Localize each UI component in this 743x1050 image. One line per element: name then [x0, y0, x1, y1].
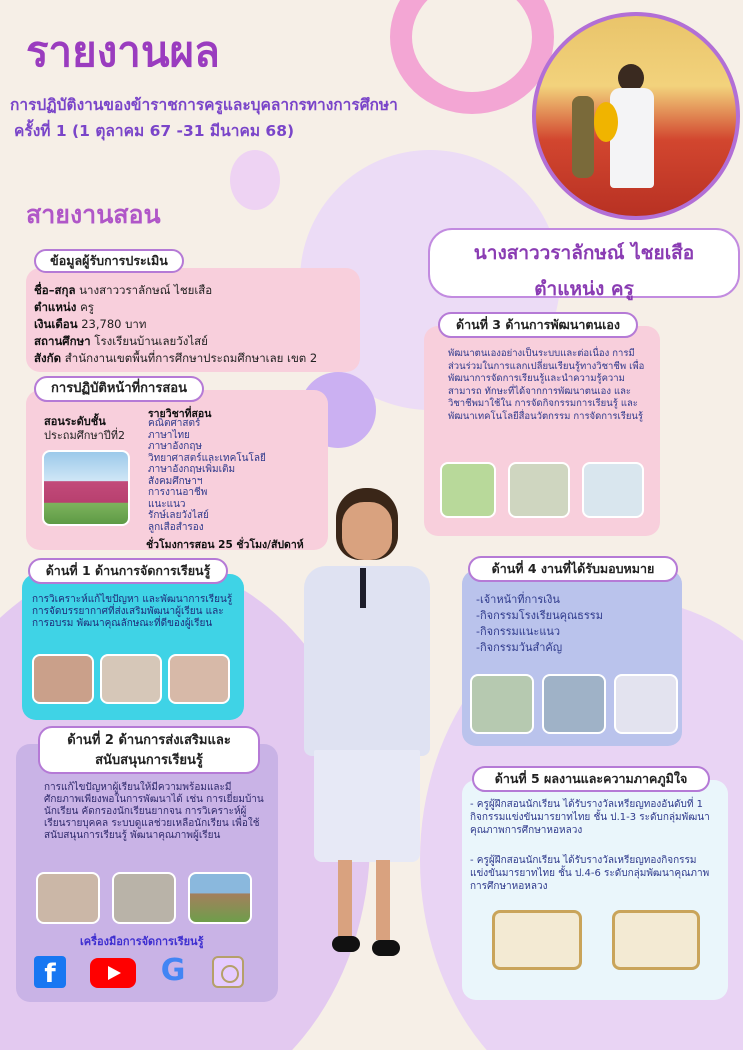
- teacher-name-card: [428, 228, 740, 298]
- aspect4-list: [476, 592, 603, 656]
- aspect1-photo-2: [100, 654, 162, 704]
- subject-item: สังคมศึกษาฯ: [148, 475, 203, 487]
- teacher-name: นางสาววราลักษณ์ ไชยเสือ: [473, 242, 695, 264]
- subject-item: วิทยาศาสตร์และเทคโนโลยี: [148, 452, 266, 464]
- teaching-panel: [26, 390, 328, 550]
- subject-item: ภาษาอังกฤษ: [148, 441, 203, 452]
- evaluee-office-value: สำนักงานเขตพื้นที่การศึกษาประถมศึกษาเลย เขต 2: [64, 351, 318, 365]
- report-subtitle: การปฏิบัติงานของข้าราชการครูและบุคลากรทางการศึกษา: [10, 96, 398, 114]
- aspect3-header: ด้านที่ 3 ด้านการพัฒนาตนเอง: [438, 312, 638, 338]
- certificate-2: [612, 910, 700, 970]
- report-period: ครั้งที่ 1 (1 ตุลาคม 67 -31 มีนาคม 68): [14, 122, 295, 140]
- evaluee-info-panel: [26, 268, 360, 372]
- assignment-item: -เจ้าหน้าที่การเงิน: [476, 593, 560, 606]
- subjects-list: [148, 418, 266, 533]
- subjects-label: รายวิชาที่สอน: [148, 408, 212, 420]
- aspect2-header: [38, 726, 260, 774]
- aspect5-panel: [462, 780, 728, 1000]
- aspect2-photo-3: [188, 872, 252, 924]
- app-icon[interactable]: [212, 956, 244, 988]
- assignment-item: -กิจกรรมแนะแนว: [476, 625, 561, 638]
- aspect1-panel: [22, 574, 244, 720]
- evaluee-salary-value: 23,780 บาท: [81, 317, 147, 331]
- facebook-icon[interactable]: f: [34, 956, 66, 988]
- aspect5-item2: - ครูผู้ฝึกสอนนักเรียน ได้รับรางวัลเหรียญทองกิจกรรมแข่งขันมารยาทไทย ชั้น ป.4-6 ระดับกลุ่มพัฒนาคุณภาพการศึกษาหอหลวง: [470, 855, 710, 892]
- assignment-item: -กิจกรรมวันสำคัญ: [476, 641, 563, 654]
- teaching-level-label: สอนระดับชั้น: [44, 415, 106, 428]
- aspect4-photo-2: [542, 674, 606, 734]
- aspect3-panel: [424, 326, 660, 536]
- aspect2-header-line1: ด้านที่ 2 ด้านการส่งเสริมและ: [67, 733, 231, 748]
- aspect4-header: ด้านที่ 4 งานที่ได้รับมอบหมาย: [468, 556, 678, 582]
- award-photo: [532, 12, 740, 220]
- aspect1-text: การวิเคราะห์แก้ไขปัญหา และพัฒนาการเรียนรู้การจัดบรรยากาศที่ส่งเสริมพัฒนาผู้เรียน และการอบรม พัฒนาคุณลักษณะที่ดีของผู้เรียน: [32, 594, 233, 629]
- teaching-header: การปฏิบัติหน้าที่การสอน: [34, 376, 204, 402]
- evaluee-office-label: สังกัด: [34, 351, 62, 365]
- subject-item: รักษ์เลยวังไสย์: [148, 510, 209, 521]
- assignment-item: -กิจกรรมโรงเรียนคุณธรรม: [476, 609, 603, 622]
- subject-item: ภาษาอังกฤษเพิ่มเติม: [148, 464, 236, 475]
- aspect4-panel: [462, 570, 682, 746]
- subject-item: ภาษาไทย: [148, 429, 190, 441]
- aspect3-photo-3: [582, 462, 644, 518]
- evaluee-position-value: ครู: [80, 300, 94, 314]
- aspect1-photo-1: [32, 654, 94, 704]
- aspect2-text: การแก้ไขปัญหาผู้เรียนให้มีความพร้อมและมีศักยภาพเพียงพอในการพัฒนาได้ เช่น การเยี่ยมบ้านนักเรียน คัดกรองนักเรียนยากจน การวิเคราะห์ผู้เรียนรายบุคคล ระบบดูแลช่วยเหลือนักเรียน เพื่อใช้สนับสนุนการเรียนรู้ พัฒนาคุณภาพผู้เรียน: [44, 782, 264, 841]
- aspect2-panel: [16, 744, 278, 1002]
- teacher-portrait: [296, 488, 436, 988]
- aspect2-photo-2: [112, 872, 176, 924]
- youtube-icon[interactable]: [90, 958, 136, 988]
- teaching-hours: ชั่วโมงการสอน 25 ชั่วโมง/สัปดาห์: [146, 539, 304, 551]
- tools-label: เครื่องมือการจัดการเรียนรู้: [80, 935, 204, 948]
- google-icon[interactable]: G: [160, 953, 186, 988]
- aspect3-text: พัฒนาตนเองอย่างเป็นระบบและต่อเนื่อง การมีส่วนร่วมในการแลกเปลี่ยนเรียนรู้ทางวิชาชีพ เพื่อพัฒนาการจัดการเรียนรู้และนำความรู้ความสามารถ ทักษะที่ได้จากการพัฒนาตนเอง และวิชาชีพมาใช้ใน การจัดกิจกรรมการเรียนรู้ และพัฒนาเทคโนโลยีสื่อนวัตกรรม การจัดการเรียนรู้: [448, 348, 645, 422]
- teacher-position: ตำแหน่ง ครู: [534, 278, 634, 300]
- bg-blob-pink-small: [230, 150, 280, 210]
- aspect2-header-line2: สนับสนุนการเรียนรู้: [95, 753, 203, 768]
- subject-item: คณิตศาสตร์: [148, 418, 201, 429]
- certificate-1: [492, 910, 582, 970]
- subject-item: การงานอาชีพ: [148, 487, 208, 498]
- aspect5-header: ด้านที่ 5 ผลงานและความภาคภูมิใจ: [472, 766, 710, 792]
- aspect4-photo-3: [614, 674, 678, 734]
- evaluee-info-header: ข้อมูลผู้รับการประเมิน: [34, 249, 184, 273]
- report-title: รายงานผล: [26, 27, 220, 76]
- evaluee-salary-label: เงินเดือน: [34, 317, 78, 331]
- subject-item: แนะแนว: [148, 498, 186, 510]
- evaluee-school-label: สถานศึกษา: [34, 334, 91, 348]
- aspect2-photo-1: [36, 872, 100, 924]
- aspect5-item1: - ครูผู้ฝึกสอนนักเรียน ได้รับรางวัลเหรียญทองอันดับที่ 1 กิจกรรมแข่งขันมารยาทไทย ชั้น ป.1-3 ระดับกลุ่มพัฒนาคุณภาพการศึกษาหอหลวง: [470, 799, 710, 836]
- aspect3-photo-2: [508, 462, 570, 518]
- aspect1-header: ด้านที่ 1 ด้านการจัดการเรียนรู้: [28, 558, 228, 584]
- evaluee-position-label: ตำแหน่ง: [34, 300, 77, 314]
- aspect1-photo-3: [168, 654, 230, 704]
- category-title: สายงานสอน: [26, 200, 161, 229]
- teaching-level-value: ประถมศึกษาปีที่2: [44, 429, 126, 442]
- bg-ring-pink: [390, 0, 554, 114]
- evaluee-name-value: นางสาววราลักษณ์ ไชยเสือ: [79, 283, 213, 297]
- school-photo: [42, 450, 130, 526]
- evaluee-name-label: ชื่อ–สกุล: [34, 283, 76, 297]
- aspect3-photo-1: [440, 462, 496, 518]
- aspect4-photo-1: [470, 674, 534, 734]
- subject-item: ลูกเสือสำรอง: [148, 521, 204, 533]
- evaluee-school-value: โรงเรียนบ้านเลยวังไสย์: [94, 334, 208, 348]
